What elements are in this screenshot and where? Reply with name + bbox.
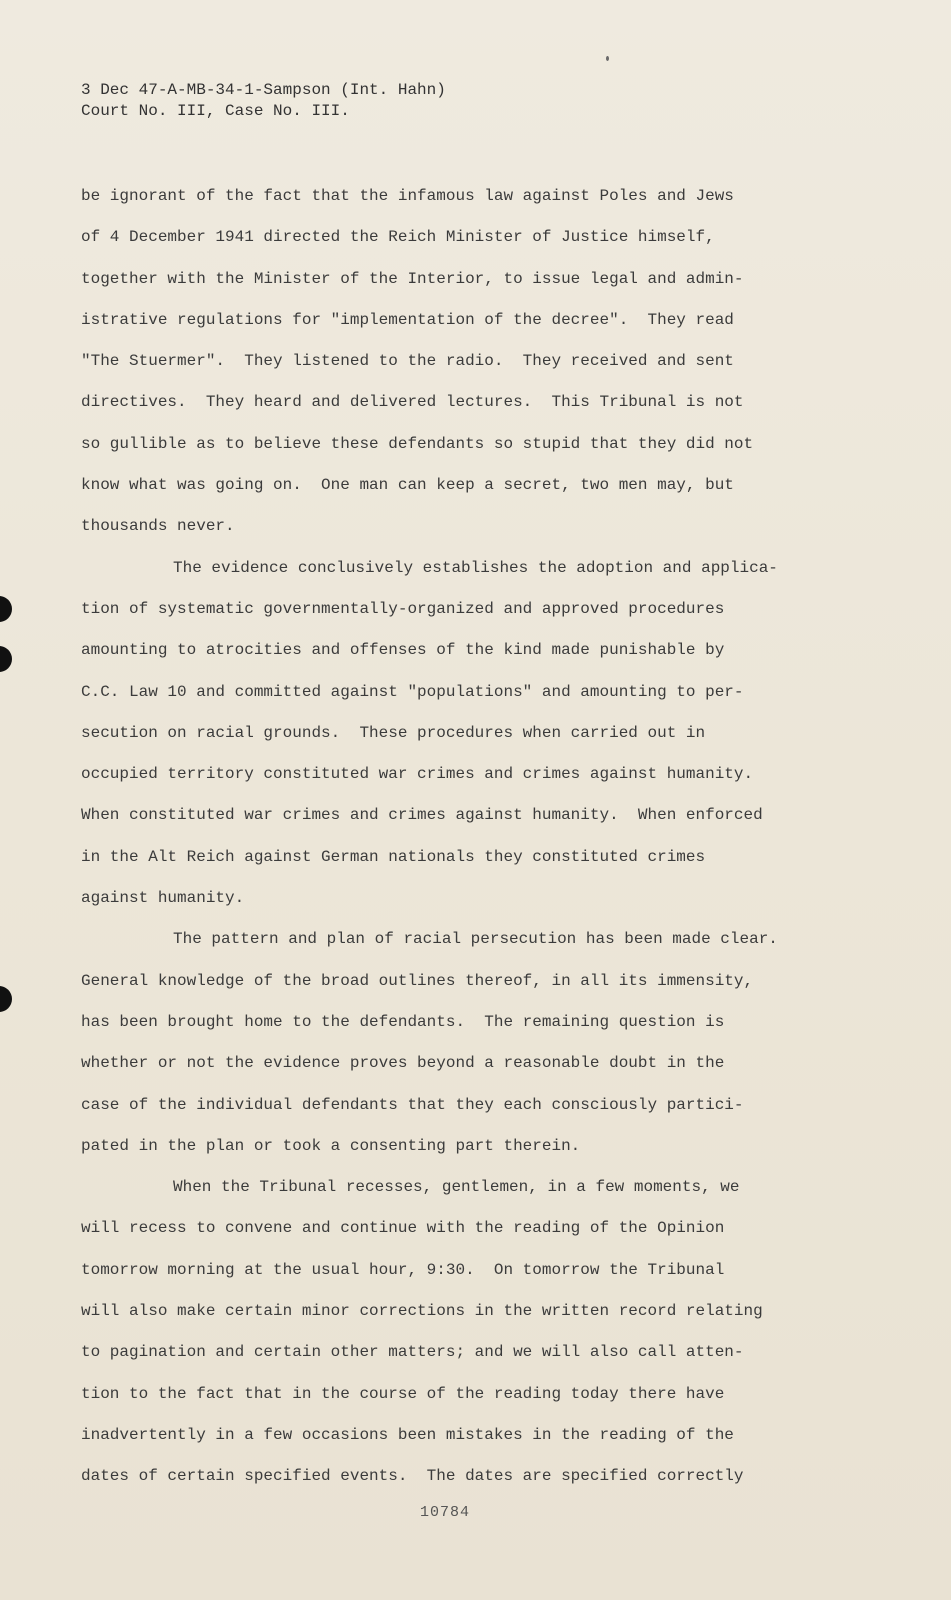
text-line: The pattern and plan of racial persecution has been made clear. xyxy=(173,930,778,949)
text-line: of 4 December 1941 directed the Reich Minister of Justice himself, xyxy=(81,228,715,247)
text-line: in the Alt Reich against German nationals they constituted crimes xyxy=(81,847,706,866)
binder-hole-mark xyxy=(0,596,12,622)
text-line: be ignorant of the fact that the infamous law against Poles and Jews xyxy=(81,187,734,205)
text-line: secution on racial grounds. These procedures when carried out in xyxy=(81,723,706,742)
text-line: case of the individual defendants that they each consciously partici- xyxy=(81,1095,744,1114)
text-line: tion to the fact that in the course of the reading today there have xyxy=(81,1384,725,1403)
text-line: whether or not the evidence proves beyond a reasonable doubt in the xyxy=(81,1054,725,1073)
text-line: tomorrow morning at the usual hour, 9:30. On tomorrow the Tribunal xyxy=(81,1260,725,1279)
header-line-1: 3 Dec 47-A-MB-34-1-Sampson (Int. Hahn) xyxy=(81,81,446,99)
text-line: The evidence conclusively establishes the adoption and applica- xyxy=(173,558,778,577)
text-line: will recess to convene and continue with the reading of the Opinion xyxy=(81,1219,725,1238)
text-line: together with the Minister of the Interior, to issue legal and admin- xyxy=(81,269,744,288)
text-line: directives. They heard and delivered lectures. This Tribunal is not xyxy=(81,393,744,412)
text-line: against humanity. xyxy=(81,889,245,908)
text-line: inadvertently in a few occasions been mistakes in the reading of the xyxy=(81,1425,734,1444)
ink-speck xyxy=(606,56,609,61)
text-line: occupied territory constituted war crimes and crimes against humanity. xyxy=(81,765,754,784)
text-line: thousands never. xyxy=(81,517,235,536)
binder-hole-mark xyxy=(0,986,12,1012)
text-line: C.C. Law 10 and committed against "populations" and amounting to per- xyxy=(81,682,744,701)
document-header xyxy=(81,80,446,122)
text-line: has been brought home to the defendants. The remaining question is xyxy=(81,1012,725,1031)
text-line: istrative regulations for "implementation of the decree". They read xyxy=(81,310,734,329)
text-line: will also make certain minor corrections in the written record relating xyxy=(81,1302,763,1321)
text-line: "The Stuermer". They listened to the radio. They received and sent xyxy=(81,352,734,371)
binder-hole-mark xyxy=(0,646,12,672)
text-line: tion of systematic governmentally-organized and approved procedures xyxy=(81,599,725,618)
text-line: When constituted war crimes and crimes against humanity. When enforced xyxy=(81,806,763,825)
text-line: pated in the plan or took a consenting part therein. xyxy=(81,1136,581,1155)
text-line: so gullible as to believe these defendants so stupid that they did not xyxy=(81,434,754,453)
document-body xyxy=(81,176,831,1498)
text-line: dates of certain specified events. The dates are specified correctly xyxy=(81,1467,744,1486)
text-line: General knowledge of the broad outlines thereof, in all its immensity, xyxy=(81,971,754,990)
text-line: amounting to atrocities and offenses of the kind made punishable by xyxy=(81,641,725,660)
header-line-2: Court No. III, Case No. III. xyxy=(81,102,350,120)
page-number: 10784 xyxy=(420,1504,471,1521)
text-line: to pagination and certain other matters; and we will also call atten- xyxy=(81,1343,744,1362)
text-line: know what was going on. One man can keep a secret, two men may, but xyxy=(81,476,734,495)
text-line: When the Tribunal recesses, gentlemen, in a few moments, we xyxy=(173,1178,740,1197)
